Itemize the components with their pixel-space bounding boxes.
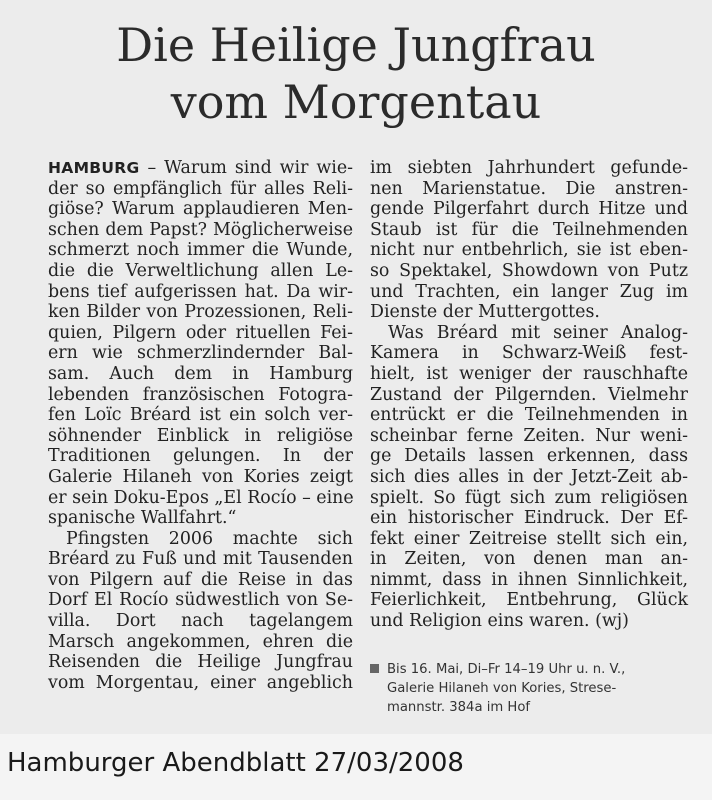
article-line-text: spielt. So fügt sich zum religiösen [370, 487, 688, 508]
article-line-text: schen dem Papst? Möglicherweise [48, 219, 353, 240]
article-line-text: Dorf El Rocío südwestlich von Se- [48, 590, 353, 611]
article-line-text: fekt einer Zeitreise stellt sich ein, [370, 528, 688, 549]
article-line [370, 590, 688, 611]
article-line [48, 570, 353, 591]
article-line [48, 405, 353, 426]
article-line [48, 179, 353, 200]
article-line-text: – Warum sind wir wie- [139, 158, 353, 178]
article-line-text: giöse? Warum applaudieren Men- [48, 199, 353, 220]
article-line [48, 158, 353, 179]
article-line-text: fen Loïc Bréard ist ein solch ver- [48, 405, 353, 426]
article-line-text: sich dies alles in der Jetzt-Zeit ab- [370, 466, 688, 487]
article-line-text: söhnender Einblick in religiöse [48, 425, 353, 446]
article-line [370, 508, 688, 529]
article-line-text: Reisenden die Heilige Jungfrau [48, 652, 353, 673]
article-line-text: hielt, ist weniger der rauschhafte [370, 363, 688, 384]
article-line-text: im siebten Jahrhundert gefunde- [370, 158, 688, 178]
article-line-text: Was Bréard mit seiner Analog- [388, 322, 688, 343]
article-line [370, 488, 688, 509]
headline-line-2: vom Morgentau [170, 75, 542, 129]
exhibition-info-line-2: Galerie Hilaneh von Kories, Strese- [387, 681, 617, 696]
article-line-text: villa. Dort nach tagelangem [48, 611, 353, 632]
article-line [48, 467, 353, 488]
article-line [370, 323, 688, 344]
exhibition-info-line-3: mannstr. 384a im Hof [387, 700, 531, 715]
article-line [48, 652, 353, 673]
article-line [48, 632, 353, 653]
article-column-right [370, 158, 688, 632]
article-line-text: von Pilgern auf die Reise in das [48, 569, 353, 590]
article-line [48, 199, 353, 220]
article-line-text: ern wie schmerzlindernder Bal- [48, 343, 353, 364]
article-line [370, 529, 688, 550]
article-line [48, 426, 353, 447]
article-line [370, 570, 688, 591]
article-line [48, 302, 353, 323]
article-line [370, 343, 688, 364]
article-line [370, 179, 688, 200]
article-line [370, 220, 688, 241]
article-line-text: spanische Wallfahrt.“ [48, 508, 237, 529]
article-line-text: er sein Doku-Epos „El Rocío – eine [48, 487, 354, 508]
article-line-text: nicht nur entbehrlich, sie ist eben- [370, 240, 688, 261]
article-line [370, 302, 688, 323]
article-line [370, 364, 688, 385]
article-line [370, 385, 688, 406]
article-line [370, 282, 688, 303]
article-line [48, 220, 353, 241]
article-line [48, 385, 353, 406]
article-line-text: Kamera in Schwarz-Weiß fest- [370, 343, 688, 364]
article-line-text: lebenden französischen Fotogra- [48, 384, 353, 405]
article-line [48, 261, 353, 282]
article-line-text: entrückt er die Teilnehmenden in [370, 405, 688, 426]
article-line-text: Staub ist für die Teilnehmenden [370, 219, 688, 240]
article-line-text: vom Morgentau, einer angeblich [48, 672, 353, 693]
article-line [48, 488, 353, 509]
article-line [48, 611, 353, 632]
article-line-text: Traditionen gelungen. In der [48, 446, 353, 467]
article-line-text: ken Bilder von Prozessionen, Reli- [48, 302, 353, 323]
exhibition-info [370, 660, 690, 717]
article-line [48, 529, 353, 550]
bullet-square-icon [370, 664, 379, 673]
article-line-text: Zustand der Pilgernden. Vielmehr [370, 384, 688, 405]
article-column-left [48, 158, 353, 693]
exhibition-info-line-1: Bis 16. Mai, Di–Fr 14–19 Uhr u. n. V., [387, 662, 626, 677]
article-line-text: quien, Pilgern oder rituellen Fei- [48, 322, 353, 343]
article-line-text: Galerie Hilaneh von Kories zeigt [48, 466, 353, 487]
article-line [48, 446, 353, 467]
article-line [48, 323, 353, 344]
article-line [48, 590, 353, 611]
article-line [48, 364, 353, 385]
article-line [48, 508, 353, 529]
article-line [370, 426, 688, 447]
article-line-text: Pfingsten 2006 machte sich [66, 528, 353, 549]
article-line-text: Bréard zu Fuß und mit Tausenden [48, 549, 353, 570]
article-line-text: gende Pilgerfahrt durch Hitze und [370, 199, 688, 220]
article-line [370, 611, 688, 632]
headline-line-1: Die Heilige Jungfrau [116, 18, 596, 72]
article-line [48, 240, 353, 261]
article-line-text: und Religion eins waren. (wj) [370, 611, 629, 632]
source-caption: Hamburger Abendblatt 27/03/2008 [7, 748, 464, 778]
article-line [370, 261, 688, 282]
article-line [370, 549, 688, 570]
article-line-text: und Trachten, ein langer Zug im [370, 281, 688, 302]
article-line-text: nen Marienstatue. Die anstren- [370, 178, 688, 199]
article-line-text: sam. Auch dem in Hamburg [48, 363, 353, 384]
article-line [370, 158, 688, 179]
article-line-text: nimmt, dass in ihnen Sinnlichkeit, [370, 569, 688, 590]
dateline: HAMBURG [48, 159, 140, 177]
article-line-text: scheinbar ferne Zeiten. Nur weni- [370, 425, 688, 446]
article-line-text: der so empfänglich für alles Reli- [48, 178, 353, 199]
article-line-text: ein historischer Eindruck. Der Ef- [370, 508, 688, 529]
article-line [48, 282, 353, 303]
article-line [370, 467, 688, 488]
article-line-text: Dienste der Muttergottes. [370, 302, 600, 323]
article-line [48, 343, 353, 364]
article-line-text: ge Details lassen erkennen, dass [370, 446, 688, 467]
article-line-text: so Spektakel, Showdown von Putz [370, 260, 688, 281]
article-line-text: die die Verweltlichung allen Le- [48, 260, 353, 281]
article-line-text: bens tief aufgerissen hat. Da wir- [48, 281, 353, 302]
article-line [48, 549, 353, 570]
article-line-text: in Zeiten, von denen man an- [370, 549, 688, 570]
article-line [48, 673, 353, 694]
article-line-text: Feierlichkeit, Entbehrung, Glück [370, 590, 688, 611]
article-line [370, 199, 688, 220]
article-line-text: Marsch angekommen, ehren die [48, 631, 353, 652]
article-line [370, 240, 688, 261]
article-line [370, 446, 688, 467]
article-line-text: schmerzt noch immer die Wunde, [48, 240, 353, 261]
article-line [370, 405, 688, 426]
